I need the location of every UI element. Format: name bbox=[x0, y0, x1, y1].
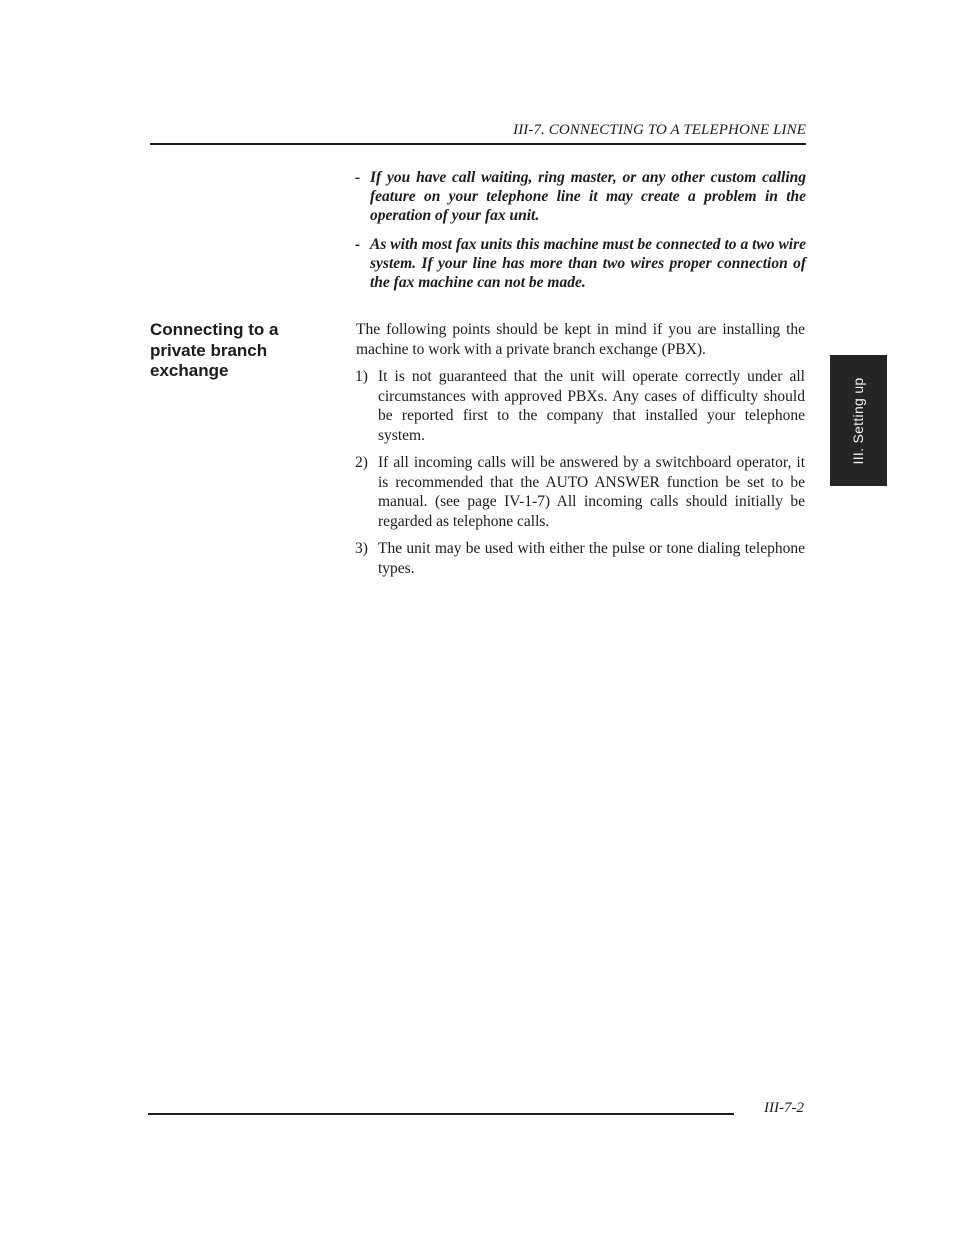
point-text: The unit may be used with either the pulse or tone dialing telephone types. bbox=[378, 540, 805, 577]
point-item bbox=[355, 453, 805, 531]
page-number: III-7-2 bbox=[764, 1100, 804, 1116]
note-dash: - bbox=[355, 236, 361, 253]
note-item bbox=[355, 168, 806, 225]
section-heading-line: Connecting to a bbox=[150, 320, 279, 339]
point-item bbox=[355, 367, 805, 445]
section-heading-line: exchange bbox=[150, 361, 229, 380]
section-tab-label: III. Setting up bbox=[850, 377, 866, 465]
note-dash: - bbox=[355, 169, 361, 186]
section-heading bbox=[150, 320, 300, 382]
footer-rule bbox=[148, 1113, 734, 1115]
section-tab bbox=[830, 355, 887, 486]
point-number: 2) bbox=[355, 454, 368, 471]
note-text: If you have call waiting, ring master, or any other custom calling feature on your telephone line it may create a problem in the operation of your fax unit. bbox=[370, 169, 806, 224]
running-head: III-7. CONNECTING TO A TELEPHONE LINE bbox=[513, 122, 806, 138]
point-number: 3) bbox=[355, 540, 368, 557]
note-item bbox=[355, 235, 806, 292]
points-list bbox=[355, 367, 805, 586]
point-text: If all incoming calls will be answered by a switchboard operator, it is recommended that the AUTO ANSWER function be set to be manual. (see page IV-1-7) All incoming calls should initially be regarded as telephone calls. bbox=[378, 454, 805, 530]
note-text: As with most fax units this machine must be connected to a two wire system. If your line has more than two wires proper connection of the fax machine can not be made. bbox=[370, 236, 806, 291]
section-intro: The following points should be kept in mind if you are installing the machine to work with a private branch exchange (PBX). bbox=[356, 321, 805, 358]
header-rule bbox=[150, 143, 806, 145]
point-text: It is not guaranteed that the unit will operate correctly under all circumstances with approved PBXs. Any cases of difficulty should be reported first to the company that installed your telephone system. bbox=[378, 368, 805, 444]
point-number: 1) bbox=[355, 368, 368, 385]
point-item bbox=[355, 539, 805, 578]
notes-list bbox=[355, 168, 806, 302]
section-heading-line: private branch bbox=[150, 340, 268, 360]
